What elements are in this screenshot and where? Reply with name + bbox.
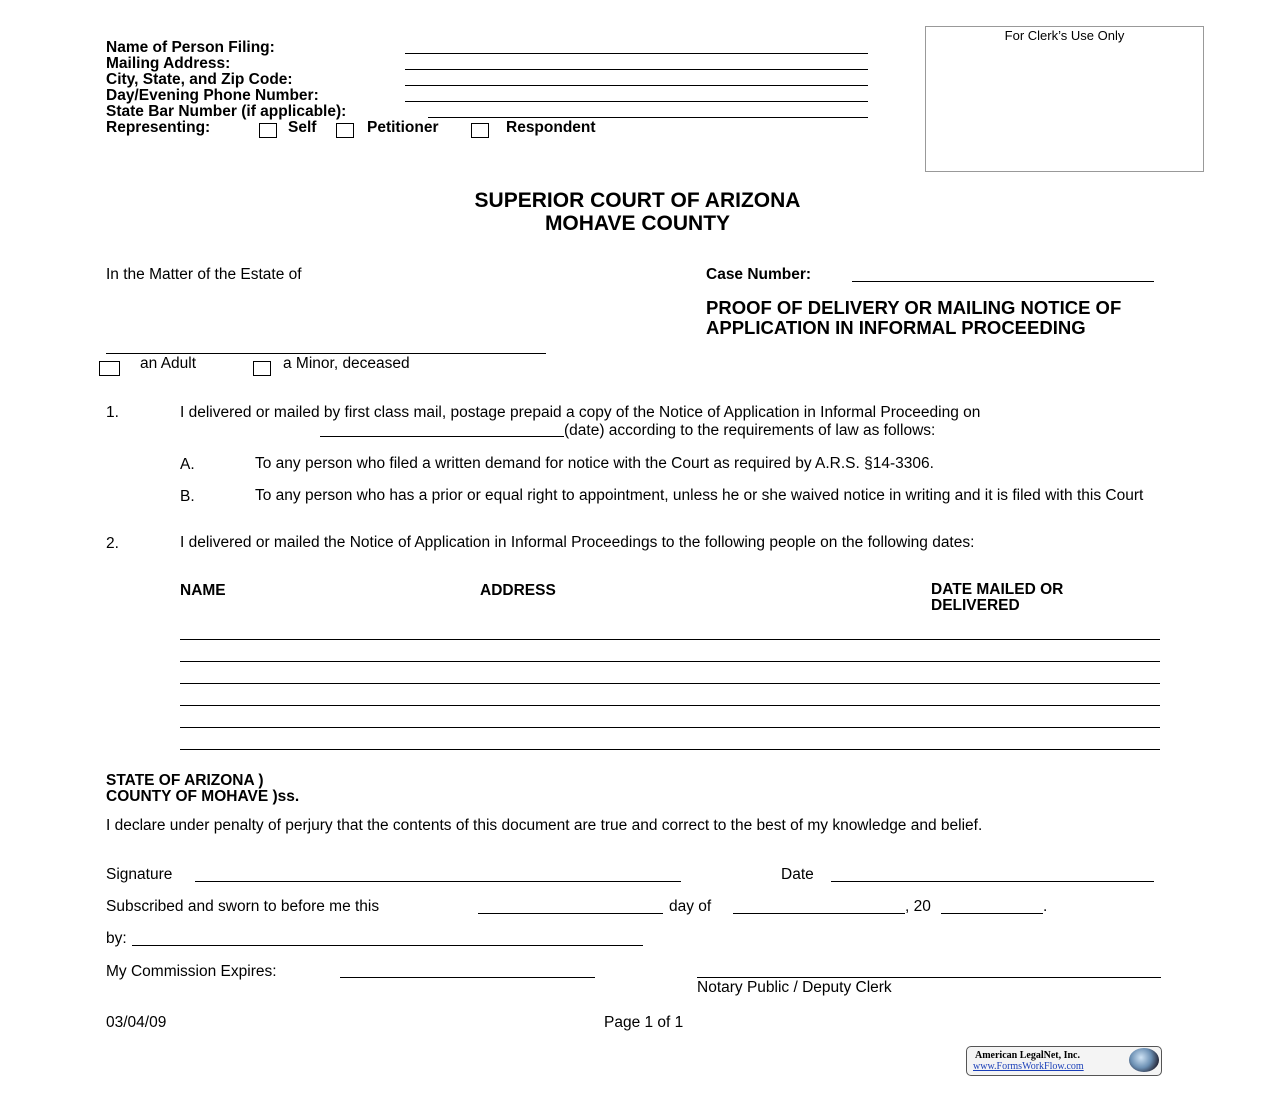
- item-2-text: I delivered or mailed the Notice of Application in Informal Proceedings to the following people on the following dates:: [180, 534, 975, 551]
- sub-b-text: To any person who has a prior or equal right to appointment, unless he or she waived notice in writing and it is filed with this Court: [255, 487, 1144, 504]
- self-checkbox[interactable]: [259, 123, 277, 138]
- city-state-zip-label: City, State, and Zip Code:: [106, 71, 293, 88]
- state-bar-number-label: State Bar Number (if applicable):: [106, 103, 347, 120]
- page-number: Page 1 of 1: [604, 1014, 684, 1031]
- signature-field[interactable]: [195, 881, 681, 882]
- sworn-day-field[interactable]: [478, 913, 663, 914]
- sworn-text-d: .: [1043, 898, 1048, 915]
- declaration-text: I declare under penalty of perjury that the contents of this document are true and correct to the best of my knowledge and belief.: [106, 817, 983, 834]
- clerk-use-box: [925, 26, 1204, 172]
- sworn-text-c: , 20: [905, 898, 931, 915]
- notary-public-label: Notary Public / Deputy Clerk: [697, 979, 892, 996]
- sworn-text-b: day of: [669, 898, 712, 915]
- globe-icon: [1129, 1048, 1159, 1072]
- sub-a-letter: A.: [180, 456, 195, 473]
- column-address-header: ADDRESS: [480, 582, 556, 599]
- respondent-label: Respondent: [506, 119, 596, 136]
- respondent-checkbox[interactable]: [471, 123, 489, 138]
- notary-signature-field[interactable]: [697, 977, 1161, 978]
- date-label: Date: [781, 866, 814, 883]
- by-field[interactable]: [132, 945, 643, 946]
- adult-label: an Adult: [140, 355, 197, 372]
- recipient-line-3[interactable]: [180, 683, 1160, 684]
- estate-label: In the Matter of the Estate of: [106, 266, 302, 283]
- by-label: by:: [106, 930, 127, 947]
- clerk-use-label: For Clerk’s Use Only: [1004, 28, 1125, 43]
- item-1-number: 1.: [106, 404, 119, 421]
- item-1-text-a: I delivered or mailed by first class mail, postage prepaid a copy of the Notice of Application in Informal Proceeding on: [180, 404, 981, 421]
- county-of-mohave-line: COUNTY OF MOHAVE )ss.: [106, 788, 300, 805]
- column-date-header: DATE MAILED OR DELIVERED: [931, 581, 1064, 614]
- document-title: PROOF OF DELIVERY OR MAILING NOTICE OF APPLICATION IN INFORMAL PROCEEDING: [706, 297, 1122, 338]
- self-label: Self: [288, 119, 317, 136]
- mailing-address-label: Mailing Address:: [106, 55, 231, 72]
- representing-label: Representing:: [106, 119, 211, 136]
- column-name-header: NAME: [180, 582, 226, 599]
- signature-label: Signature: [106, 866, 173, 883]
- item-1-text-b: (date) according to the requirements of law as follows:: [564, 422, 936, 439]
- phone-number-label: Day/Evening Phone Number:: [106, 87, 319, 104]
- court-title-line1: SUPERIOR COURT OF ARIZONA: [474, 189, 801, 212]
- state-bar-number-field[interactable]: [428, 117, 868, 118]
- proceeding-date-field[interactable]: [320, 436, 564, 437]
- recipient-line-6[interactable]: [180, 749, 1160, 750]
- sworn-year-field[interactable]: [941, 913, 1043, 914]
- estate-name-field[interactable]: [106, 353, 546, 354]
- name-of-person-filing-label: Name of Person Filing:: [106, 39, 275, 56]
- court-title-line2: MOHAVE COUNTY: [544, 212, 731, 235]
- item-2-number: 2.: [106, 535, 119, 552]
- petitioner-checkbox[interactable]: [336, 123, 354, 138]
- sub-a-text: To any person who filed a written demand for notice with the Court as required by A.R.S. §14-3306.: [255, 455, 934, 472]
- logo-company-name: American LegalNet, Inc.: [975, 1050, 1080, 1061]
- commission-expires-label: My Commission Expires:: [106, 963, 277, 980]
- recipient-line-4[interactable]: [180, 705, 1160, 706]
- recipient-line-2[interactable]: [180, 661, 1160, 662]
- minor-label: a Minor, deceased: [283, 355, 410, 372]
- sworn-text-a: Subscribed and sworn to before me this: [106, 898, 380, 915]
- case-number-field[interactable]: [852, 281, 1154, 282]
- recipient-line-1[interactable]: [180, 639, 1160, 640]
- minor-checkbox[interactable]: [253, 361, 271, 376]
- case-number-label: Case Number:: [706, 266, 812, 283]
- city-state-zip-field[interactable]: [405, 85, 868, 86]
- recipient-line-5[interactable]: [180, 727, 1160, 728]
- sub-b-letter: B.: [180, 488, 195, 505]
- name-of-person-filing-field[interactable]: [405, 53, 868, 54]
- logo-url[interactable]: www.FormsWorkFlow.com: [973, 1061, 1084, 1072]
- petitioner-label: Petitioner: [367, 119, 439, 136]
- commission-expires-field[interactable]: [340, 977, 595, 978]
- phone-number-field[interactable]: [405, 101, 868, 102]
- adult-checkbox[interactable]: [99, 361, 120, 376]
- date-field[interactable]: [831, 881, 1154, 882]
- form-date: 03/04/09: [106, 1014, 167, 1031]
- american-legalnet-logo[interactable]: [966, 1046, 1162, 1076]
- sworn-month-field[interactable]: [733, 913, 905, 914]
- mailing-address-field[interactable]: [405, 69, 868, 70]
- state-of-arizona-line: STATE OF ARIZONA ): [106, 772, 264, 789]
